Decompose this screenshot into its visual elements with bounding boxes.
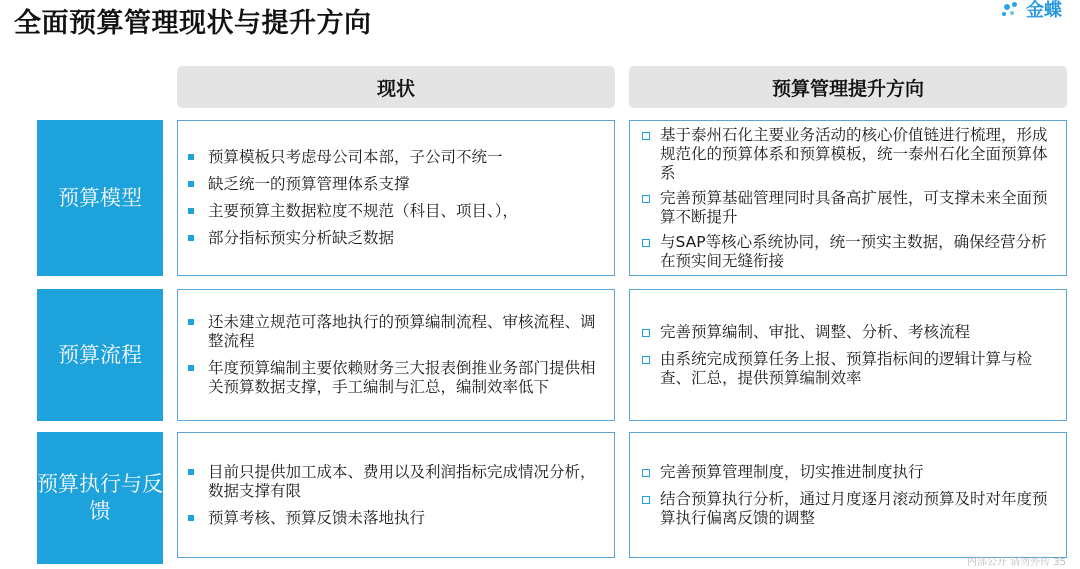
list-item: 完善预算管理制度，切实推进制度执行: [640, 463, 1060, 482]
list-item: 完善预算编制、审批、调整、分析、考核流程: [640, 323, 1060, 342]
footer-text: 内部公开 请勿外传 35: [966, 557, 1066, 568]
bullet-icon: [188, 154, 194, 160]
list-item: 缺乏统一的预算管理体系支撑: [188, 175, 608, 194]
list-item: 主要预算主数据粒度不规范（科目、项目、），: [188, 202, 608, 221]
bullet-icon: [188, 181, 194, 187]
bullet-icon: [642, 329, 650, 337]
current-cell-budget-model: [177, 120, 615, 276]
bullet-icon: [188, 515, 194, 521]
list-item: 完善预算基础管理同时具备高扩展性，可支撑未来全面预算不断提升: [640, 189, 1060, 227]
direction-cell-budget-model: [629, 120, 1067, 276]
bullet-icon: [642, 195, 650, 203]
bullet-icon: [642, 239, 650, 247]
bullet-icon: [642, 132, 650, 140]
column-header-direction: 预算管理提升方向: [629, 66, 1067, 108]
bullet-icon: [642, 469, 650, 477]
bullet-icon: [188, 208, 194, 214]
bullet-icon: [642, 496, 650, 504]
direction-cell-budget-execution: [629, 432, 1067, 558]
bullet-icon: [188, 235, 194, 241]
logo: [1002, 0, 1062, 22]
bullet-icon: [642, 356, 650, 364]
column-header-current: 现状: [177, 66, 615, 108]
list-item: 基于泰州石化主要业务活动的核心价值链进行梳理，形成规范化的预算体系和预算模板，统一泰州石化全面预算体系: [640, 126, 1060, 183]
current-cell-budget-execution: [177, 432, 615, 558]
logo-text: 金蝶: [1026, 0, 1062, 21]
list-item: 由系统完成预算任务上报、预算指标间的逻辑计算与检查、汇总，提供预算编制效率: [640, 350, 1060, 388]
list-item: 目前只提供加工成本、费用以及利润指标完成情况分析，数据支撑有限: [188, 463, 608, 501]
page-title: 全面预算管理现状与提升方向: [14, 8, 372, 39]
list-item: 结合预算执行分析，通过月度逐月滚动预算及时对年度预算执行偏离反馈的调整: [640, 490, 1060, 528]
bullet-icon: [188, 365, 194, 371]
list-item: 年度预算编制主要依赖财务三大报表倒推业务部门提供相关预算数据支撑，手工编制与汇总，编制效率低下: [188, 359, 608, 397]
list-item: 预算模板只考虑母公司本部，子公司不统一: [188, 148, 608, 167]
logo-icon: [1002, 2, 1022, 20]
list-item: 与SAP等核心系统协同，统一预实主数据，确保经营分析在预实间无缝衔接: [640, 233, 1060, 271]
list-item: 还未建立规范可落地执行的预算编制流程、审核流程、调整流程: [188, 313, 608, 351]
bullet-icon: [188, 469, 194, 475]
direction-cell-budget-process: [629, 289, 1067, 421]
row-label-budget-model: 预算模型: [37, 120, 163, 276]
row-label-budget-process: 预算流程: [37, 289, 163, 421]
row-label-budget-execution: 预算执行与反馈: [37, 432, 163, 564]
bullet-icon: [188, 319, 194, 325]
current-cell-budget-process: [177, 289, 615, 421]
list-item: 预算考核、预算反馈未落地执行: [188, 509, 608, 528]
list-item: 部分指标预实分析缺乏数据: [188, 229, 608, 248]
